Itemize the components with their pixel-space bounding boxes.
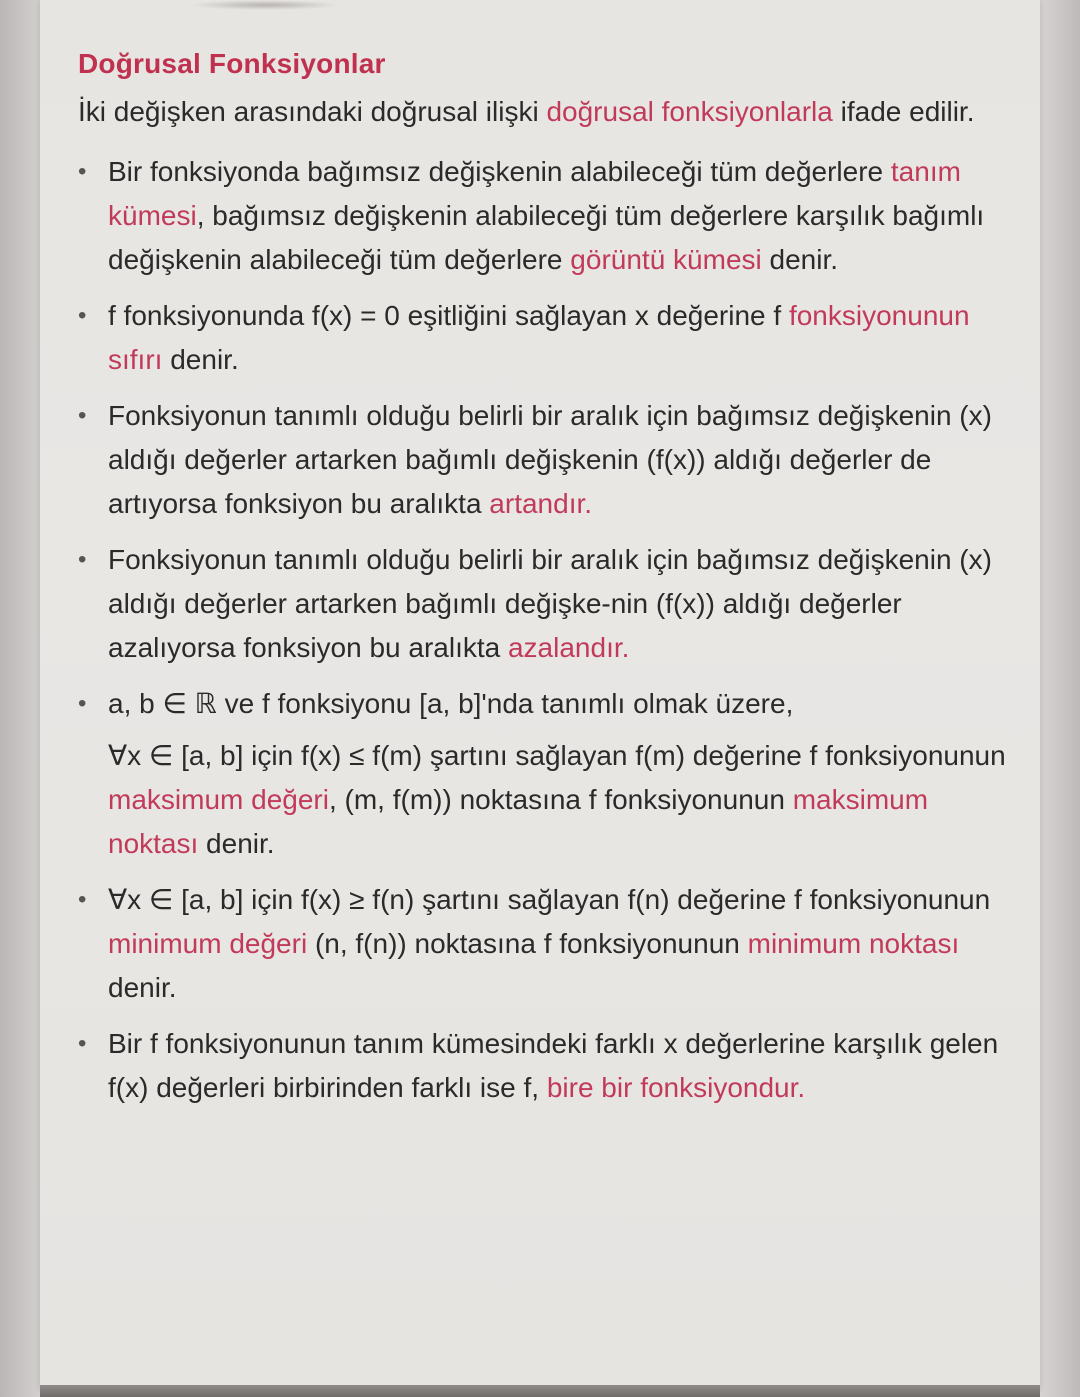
term-fonksiyonun-sifiri: fonksiyonunun sıfırı: [108, 300, 970, 375]
item-text: denir.: [761, 244, 839, 275]
item-text: (n, f(n)) noktasına f fonksiyonunun: [307, 928, 748, 959]
list-item-one-to-one: [78, 1022, 1008, 1110]
item-text: ∀x ∈ [a, b] için f(x) ≥ f(n) şartını sağlayan f(n) değerine f fonksiyonunun: [108, 884, 991, 915]
bullet-icon: •: [78, 546, 87, 573]
term-artandir: artandır.: [489, 488, 593, 519]
item-text: denir.: [162, 344, 239, 375]
item-text: denir.: [198, 828, 275, 859]
term-bire-bir: bire bir fonksiyondur.: [546, 1072, 806, 1103]
term-maksimum-degeri: maksimum değeri: [108, 784, 329, 815]
intro-text-end: ifade edilir.: [832, 96, 975, 127]
bullet-icon: •: [78, 158, 87, 185]
item-text: Fonksiyonun tanımlı olduğu belirli bir aralık için bağımsız değişkenin (x) aldığı değerler artarken bağımlı değişke-nin (f(x)) aldığı değerler azalıyorsa fonksiyon bu aralıkta: [108, 544, 992, 663]
term-minimum-degeri: minimum değeri: [108, 928, 308, 959]
list-item-decreasing: [78, 538, 1008, 670]
item-text: , bağımsız değişkenin alabileceği tüm değerlere karşılık bağımlı değişkenin alabileceği tüm değerlere: [108, 200, 985, 275]
item-text-condition: a, b ∈ ℝ ve f fonksiyonu [a, b]'nda tanımlı olmak üzere,: [108, 688, 794, 719]
term-minimum-noktasi: minimum noktası: [747, 928, 960, 959]
photo-background-right: [1040, 0, 1080, 1397]
definition-list: [78, 150, 1008, 1110]
item-text: , (m, f(m)) noktasına f fonksiyonunun: [328, 784, 793, 815]
list-item-maximum: [78, 682, 1008, 866]
photo-background-left: [0, 0, 40, 1397]
list-item-zero: [78, 294, 1008, 382]
bullet-icon: •: [78, 402, 87, 429]
intro-paragraph: [78, 90, 1008, 134]
term-goruntu-kumesi: görüntü kümesi: [570, 244, 762, 275]
item-text: ∀x ∈ [a, b] için f(x) ≤ f(m) şartını sağlayan f(m) değerine f fonksiyonunun: [108, 740, 1006, 771]
term-azalandir: azalandır.: [507, 632, 630, 663]
term-maksimum-noktasi: maksimum noktası: [108, 784, 929, 859]
bullet-icon: •: [78, 690, 87, 717]
list-item-domain-range: [78, 150, 1008, 282]
list-item-increasing: [78, 394, 1008, 526]
term-tanim-kumesi: tanım kümesi: [108, 156, 961, 231]
maximum-definition: [108, 734, 1008, 866]
intro-highlight: doğrusal fonksiyonlarla: [546, 96, 833, 127]
item-text: Bir f fonksiyonunun tanım kümesindeki farklı x değerlerine karşılık gelen f(x) değerleri birbirinden farklı ise f,: [108, 1028, 999, 1103]
bottom-edge: [40, 1385, 1040, 1397]
intro-text: İki değişken arasındaki doğrusal ilişki: [78, 96, 547, 127]
book-page: [40, 0, 1040, 1390]
bullet-icon: •: [78, 886, 87, 913]
item-text: denir.: [108, 972, 177, 1003]
bullet-icon: •: [78, 1030, 87, 1057]
list-item-minimum: [78, 878, 1008, 1010]
page-title: Doğrusal Fonksiyonlar: [78, 48, 386, 79]
item-text: Fonksiyonun tanımlı olduğu belirli bir aralık için bağımsız değişkenin (x) aldığı değerler artarken bağımlı değişkenin (f(x)) aldığı değerler de artıyorsa fonksiyon bu aralıkta: [108, 400, 992, 519]
bullet-icon: •: [78, 302, 87, 329]
top-shadow: [190, 0, 340, 10]
item-text: Bir fonksiyonda bağımsız değişkenin alabileceği tüm değerlere: [108, 156, 891, 187]
page-content: [78, 48, 1008, 1122]
item-text: f fonksiyonunda f(x) = 0 eşitliğini sağlayan x değerine f: [108, 300, 789, 331]
